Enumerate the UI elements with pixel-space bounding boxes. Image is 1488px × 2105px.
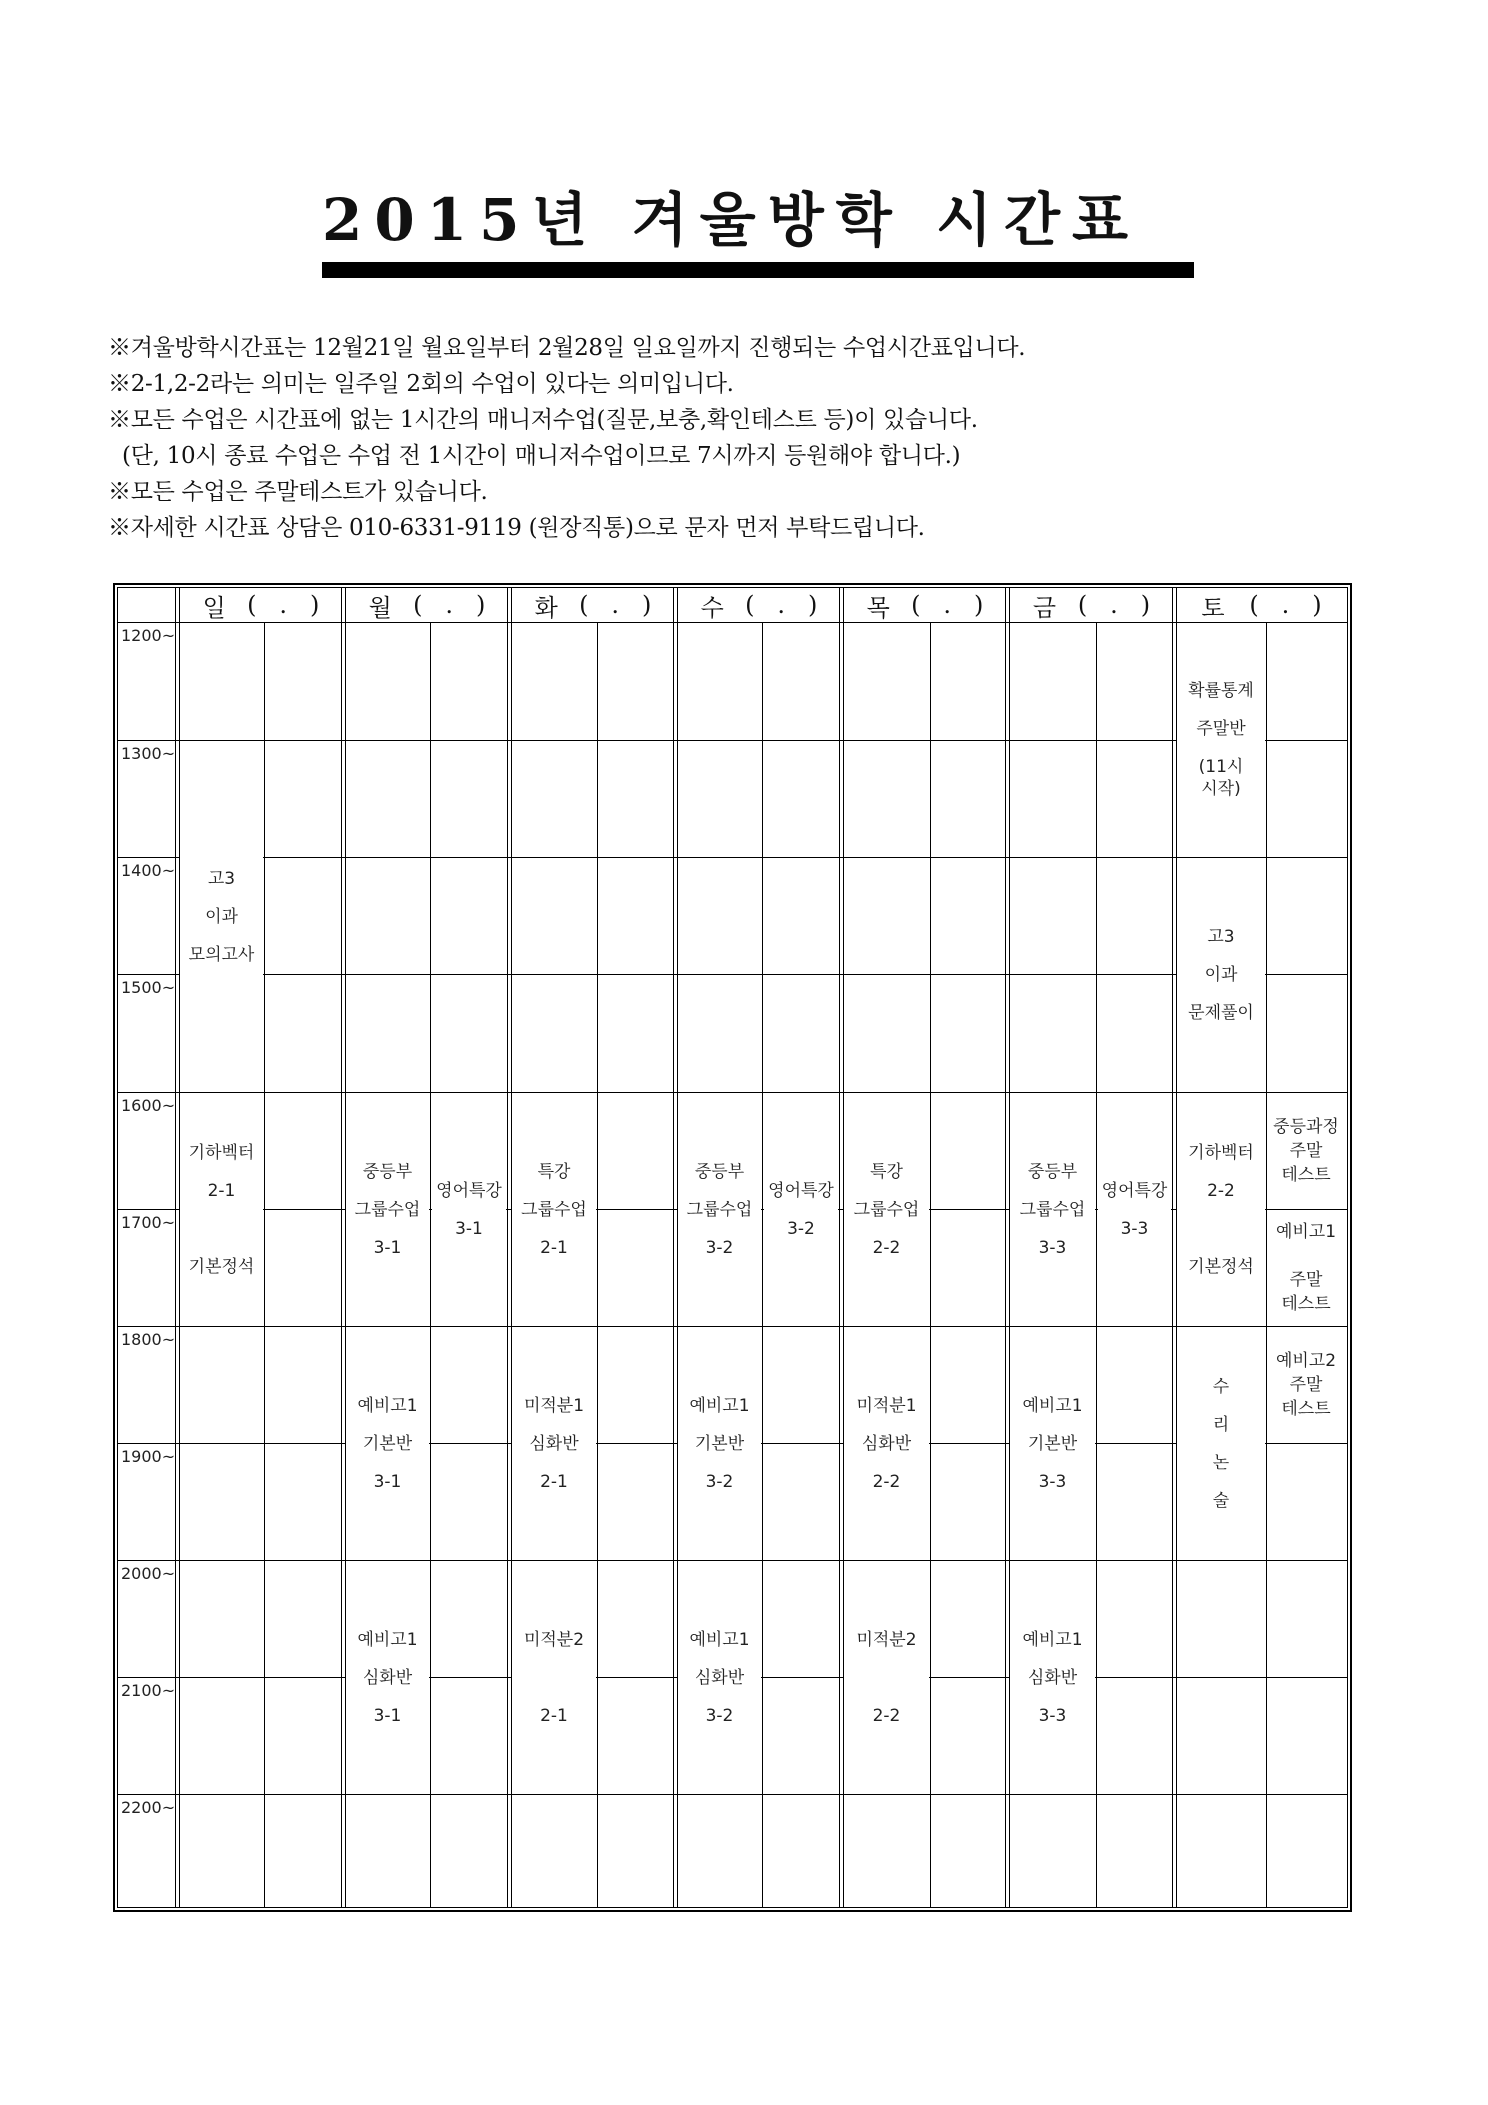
class-cell — [844, 1094, 929, 1325]
time-label: 1600~ — [121, 1096, 176, 1115]
class-text: 심화반 — [694, 1667, 745, 1688]
class-cell — [1268, 1328, 1344, 1442]
class-text: 기본정석 — [1188, 1256, 1254, 1277]
class-cell — [678, 1562, 761, 1793]
class-text: 영어특강 — [1101, 1180, 1168, 1201]
class-text: 3-1 — [373, 1237, 402, 1258]
day-divider — [839, 587, 840, 1908]
class-text: 심화반 — [1027, 1667, 1078, 1688]
class-cell — [1010, 1562, 1095, 1793]
class-text: 심화반 — [362, 1667, 413, 1688]
day-header — [182, 590, 340, 620]
class-text: 고3 — [1207, 927, 1235, 947]
class-text: 모의고사 — [188, 944, 255, 965]
class-text: 주말 — [1289, 1375, 1323, 1395]
class-cell — [432, 1094, 506, 1325]
class-text: 이과 — [1204, 965, 1238, 985]
class-cell — [512, 1562, 596, 1793]
day-header — [514, 590, 672, 620]
class-text: 중등부 — [362, 1161, 413, 1182]
day-name: 일 — [202, 593, 226, 622]
class-text: 2-1 — [207, 1180, 236, 1201]
class-text: 미적분1 — [523, 1395, 585, 1416]
class-text: 예비고1 — [1022, 1629, 1083, 1650]
class-text: 그룹수업 — [1019, 1199, 1086, 1220]
day-date: ( . ) — [579, 591, 652, 619]
time-label: 2100~ — [121, 1681, 176, 1700]
class-text: 기본반 — [694, 1433, 745, 1454]
time-label: 1500~ — [121, 978, 176, 997]
day-divider — [1172, 587, 1173, 1908]
class-cell — [1098, 1094, 1171, 1325]
class-cell — [1268, 1094, 1344, 1208]
class-text: 그룹수업 — [354, 1199, 421, 1220]
class-text: 미적분1 — [856, 1395, 917, 1416]
row-divider — [117, 1794, 1348, 1795]
note-item: (단, 10시 종료 수업은 수업 전 1시간이 매니저수업이므로 7시까지 등원해야 합니다.) — [122, 443, 961, 469]
class-cell — [1010, 1328, 1095, 1559]
day-header — [846, 590, 1004, 620]
class-cell — [512, 1094, 596, 1325]
row-divider — [117, 857, 1348, 858]
class-text: 주말반 — [1196, 719, 1246, 739]
time-label: 1200~ — [121, 626, 176, 645]
class-text: 영어특강 — [436, 1180, 502, 1201]
time-label: 2000~ — [121, 1564, 176, 1583]
class-text — [551, 1667, 556, 1689]
class-cell — [346, 1562, 429, 1793]
sub-column-divider — [930, 622, 931, 1908]
class-cell — [1010, 1094, 1095, 1325]
class-text: 특강 — [870, 1161, 903, 1182]
class-text: 확률통계 — [1188, 681, 1254, 701]
class-text: 중등부 — [694, 1161, 745, 1182]
day-header — [680, 590, 838, 620]
class-text: 2-2 — [872, 1705, 901, 1726]
class-text: 그룹수업 — [853, 1199, 920, 1220]
class-text — [1218, 1218, 1223, 1240]
class-cell — [1177, 859, 1265, 1091]
time-column-divider — [175, 587, 176, 1908]
class-text: 3-3 — [1038, 1705, 1067, 1726]
row-divider — [117, 740, 1348, 741]
class-text: 3-2 — [787, 1218, 815, 1239]
class-text: 예비고1 — [357, 1395, 418, 1416]
note-item: ※2-1,2-2라는 의미는 일주일 2회의 수업이 있다는 의미입니다. — [108, 371, 734, 397]
class-cell — [678, 1328, 761, 1559]
class-cell — [1268, 1211, 1344, 1325]
sub-column-divider — [430, 622, 431, 1908]
day-date: ( . ) — [911, 591, 984, 619]
time-label: 1700~ — [121, 1213, 176, 1232]
class-cell — [346, 1094, 429, 1325]
row-divider — [117, 974, 1348, 975]
class-text: 술 — [1212, 1490, 1230, 1511]
day-name: 화 — [534, 593, 558, 622]
time-label: 2200~ — [121, 1798, 176, 1817]
class-cell — [1177, 1094, 1265, 1325]
class-text: 특강 — [537, 1161, 571, 1182]
class-text: 미적분2 — [856, 1629, 917, 1650]
class-text: 예비고1 — [1275, 1222, 1337, 1242]
sub-column-divider — [1096, 622, 1097, 1908]
class-cell — [1177, 1328, 1265, 1559]
class-text: 심화반 — [861, 1433, 912, 1454]
day-divider — [341, 587, 342, 1908]
class-text: 기본정석 — [188, 1256, 255, 1277]
day-name: 목 — [866, 593, 890, 622]
class-text: 2-2 — [872, 1471, 901, 1492]
class-text: 3-3 — [1120, 1218, 1149, 1239]
class-text: 영어특강 — [768, 1180, 834, 1201]
note-item: ※모든 수업은 시간표에 없는 1시간의 매니저수업(질문,보충,확인테스트 등)이 있습니다. — [108, 407, 978, 433]
row-divider — [117, 1560, 1348, 1561]
class-cell — [844, 1562, 929, 1793]
class-text: 3-3 — [1038, 1237, 1067, 1258]
time-label: 1800~ — [121, 1330, 176, 1349]
class-text: 2-1 — [540, 1237, 568, 1258]
class-text: 심화반 — [529, 1433, 579, 1454]
class-cell — [844, 1328, 929, 1559]
class-text: 기본반 — [362, 1433, 413, 1454]
class-cell — [346, 1328, 429, 1559]
class-text: 미적분2 — [523, 1629, 585, 1650]
class-text: 테스트 — [1281, 1294, 1331, 1314]
class-cell — [180, 1094, 263, 1325]
row-divider — [117, 1326, 1348, 1327]
sub-column-divider — [597, 622, 598, 1908]
class-text: 중등부 — [1027, 1161, 1078, 1182]
day-header — [348, 590, 506, 620]
day-header — [1179, 590, 1344, 620]
sub-column-divider — [762, 622, 763, 1908]
class-text: 이과 — [205, 906, 238, 927]
class-text: 3-2 — [705, 1705, 734, 1726]
class-text: 예비고2 — [1275, 1351, 1337, 1371]
class-text: 3-1 — [455, 1218, 483, 1239]
day-divider — [507, 587, 508, 1908]
note-item: ※겨울방학시간표는 12월21일 월요일부터 2월28일 일요일까지 진행되는 수업시간표입니다. — [108, 335, 1026, 361]
day-divider — [1005, 587, 1006, 1908]
class-text: 3-1 — [373, 1705, 402, 1726]
note-item: ※자세한 시간표 상담은 010-6331-9119 (원장직통)으로 문자 먼저 부탁드립니다. — [108, 515, 925, 541]
day-name: 월 — [368, 593, 392, 622]
day-name: 토 — [1201, 593, 1225, 622]
notes-list — [108, 330, 1308, 546]
class-cell — [764, 1094, 838, 1325]
class-text — [1303, 1245, 1308, 1267]
class-text: 그룹수업 — [686, 1199, 753, 1220]
class-text: 예비고1 — [357, 1629, 418, 1650]
class-cell — [678, 1094, 761, 1325]
class-text: 테스트 — [1281, 1399, 1331, 1419]
class-text: (11시 시작) — [1198, 757, 1244, 799]
class-text: 2-2 — [872, 1237, 901, 1258]
day-name: 수 — [700, 593, 724, 622]
class-text: 3-1 — [373, 1471, 402, 1492]
sub-column-divider — [264, 622, 265, 1908]
class-text: 주말 — [1289, 1270, 1323, 1290]
time-label: 1900~ — [121, 1447, 176, 1466]
page-title: 2015년 겨울방학 시간표 — [322, 186, 1141, 254]
title-underline — [322, 262, 1194, 278]
class-text: 기하벡터 — [188, 1142, 255, 1163]
class-text: 3-3 — [1038, 1471, 1067, 1492]
class-text: 예비고1 — [689, 1629, 750, 1650]
class-cell — [180, 742, 263, 1091]
note-item: ※모든 수업은 주말테스트가 있습니다. — [108, 479, 488, 505]
class-text: 기본반 — [1027, 1433, 1078, 1454]
class-text: 수 — [1212, 1376, 1230, 1397]
day-divider — [673, 587, 674, 1908]
class-text: 2-2 — [1207, 1180, 1235, 1201]
class-text: 주말 — [1289, 1141, 1323, 1161]
day-name: 금 — [1032, 593, 1057, 622]
class-text — [884, 1667, 889, 1689]
class-text: 3-2 — [705, 1237, 734, 1258]
day-header — [1012, 590, 1171, 620]
class-text: 2-1 — [540, 1705, 568, 1726]
class-text: 고3 — [207, 868, 236, 889]
class-cell — [1177, 624, 1265, 856]
class-cell — [512, 1328, 596, 1559]
class-text: 그룹수업 — [521, 1199, 587, 1220]
day-date: ( . ) — [745, 591, 818, 619]
row-divider — [117, 1092, 1348, 1093]
time-label: 1400~ — [121, 861, 176, 880]
time-label: 1300~ — [121, 744, 176, 763]
header-divider — [117, 622, 1348, 623]
day-date: ( . ) — [413, 591, 486, 619]
class-text: 문제풀이 — [1188, 1003, 1254, 1023]
sub-column-divider — [1266, 622, 1267, 1908]
class-text: 예비고1 — [689, 1395, 750, 1416]
day-date: ( . ) — [1249, 591, 1322, 619]
class-text: 논 — [1212, 1452, 1230, 1473]
class-text: 3-2 — [705, 1471, 734, 1492]
class-text — [219, 1218, 224, 1240]
class-text: 중등과정 — [1273, 1117, 1339, 1137]
day-date: ( . ) — [247, 591, 320, 619]
class-text: 2-1 — [540, 1471, 568, 1492]
class-text: 기하벡터 — [1188, 1142, 1254, 1163]
class-text: 테스트 — [1281, 1165, 1331, 1185]
class-text: 리 — [1212, 1414, 1230, 1435]
class-text: 예비고1 — [1022, 1395, 1083, 1416]
day-date: ( . ) — [1077, 591, 1151, 619]
